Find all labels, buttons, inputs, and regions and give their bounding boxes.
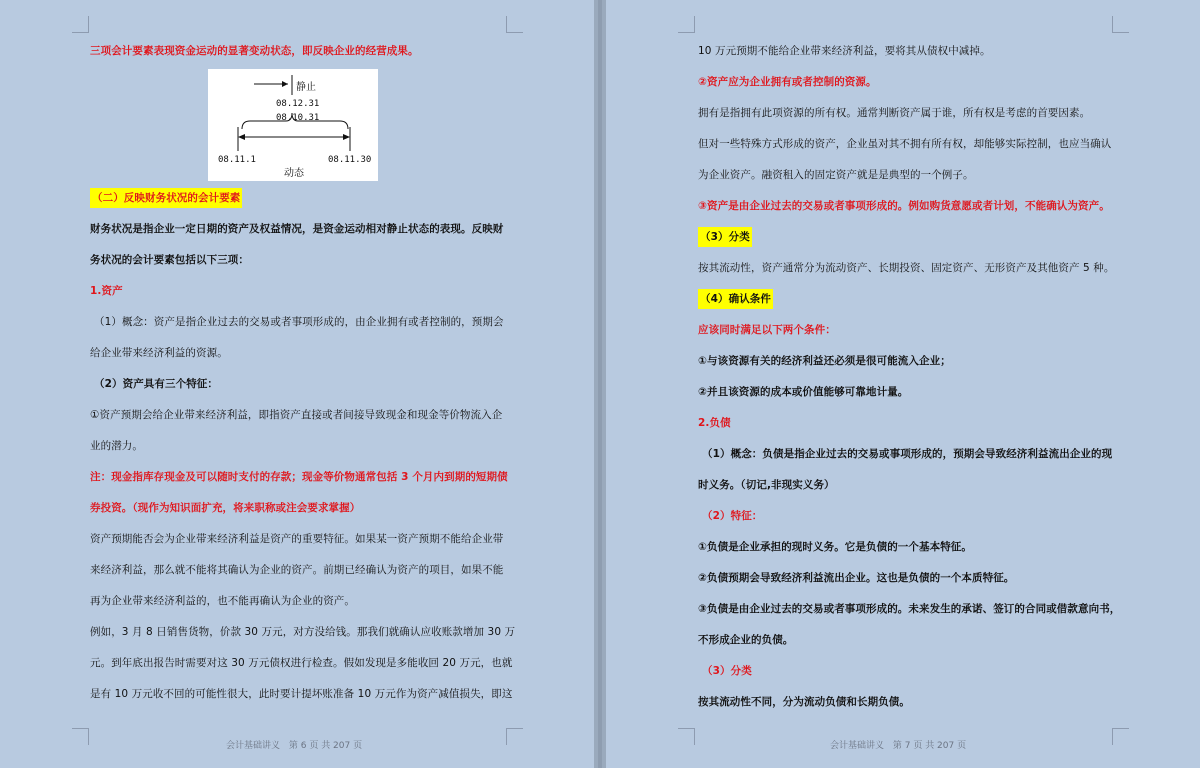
date-label: 08.11.30 [328, 155, 372, 165]
text-line: 再为企业带来经济利益的，也不能再确认为企业的资产。 [90, 595, 355, 607]
text-line: 应该同时满足以下两个条件： [698, 324, 836, 336]
text-line: 但对一些特殊方式形成的资产，企业虽对其不拥有所有权，却能够实际控制，也应当确认 [698, 138, 1112, 150]
date-label: 08.11.1 [218, 155, 256, 165]
text-line: 10 万元预期不能给企业带来经济利益，要将其从债权中减掉。 [698, 45, 991, 57]
section-heading: 1.资产 [90, 285, 123, 297]
footer-title: 会计基础讲义 [226, 741, 281, 751]
page-6 [0, 0, 594, 768]
text-line: （2）资产具有三个特征： [94, 378, 219, 390]
section-heading: 2.负债 [698, 417, 731, 429]
text-line: 元。到年底出报告时需要对这 30 万元债权进行检查。假如发现是多能收回 20 万元，也就 [90, 657, 513, 669]
dynamic-label: 动态 [284, 168, 304, 179]
text-line: （1）概念：资产是指企业过去的交易或者事项形成的，由企业拥有或者控制的，预期会 [94, 316, 504, 328]
crop-mark [1112, 16, 1129, 33]
text-line: 业的潜力。 [90, 440, 143, 452]
text-line: ③资产是由企业过去的交易或者事项形成的。例如购货意愿或者计划，不能确认为资产。 [698, 200, 1110, 212]
text-line: ①负债是企业承担的现时义务。它是负债的一个基本特征。 [698, 541, 972, 553]
section-heading: （3）分类 [698, 227, 752, 247]
text-line: ②并且该资源的成本或价值能够可靠地计量。 [698, 386, 909, 398]
text-line: 时义务。（切记,非现实义务） [698, 479, 835, 491]
text-line: 财务状况是指企业一定日期的资产及权益情况，是资金运动相对静止状态的表现。反映财 [90, 223, 504, 235]
section-heading: （3）分类 [702, 665, 752, 677]
page-footer [226, 738, 368, 751]
section-heading: （2）特征： [702, 510, 763, 522]
date-label: 08.12.31 [276, 99, 320, 109]
text-line: 例如，3 月 8 日销售货物，价款 30 万元，对方没给钱。那我们就确认应收账款增加 30 万 [90, 626, 516, 638]
crop-mark [506, 16, 523, 33]
text-line: 是有 10 万元收不回的可能性很大，此时要计提坏账准备 10 万元作为资产减值损失，即这 [90, 688, 513, 700]
crop-mark [678, 728, 695, 745]
date-label: 08.10.31 [276, 113, 320, 123]
section-heading: （4）确认条件 [698, 289, 773, 309]
note-line: 注：现金指库存现金及可以随时支付的存款；现金等价物通常包括 3 个月内到期的短期债 [90, 471, 508, 483]
crop-mark [72, 728, 89, 745]
footer-title: 会计基础讲义 [830, 741, 885, 751]
page-body [698, 36, 1121, 718]
text-line: ①与该资源有关的经济利益还必须是很可能流入企业； [698, 355, 951, 367]
page-7 [606, 0, 1200, 768]
text-line: ①资产预期会给企业带来经济利益，即指资产直接或者间接导致现金和现金等价物流入企 [90, 409, 503, 421]
text-line: 为企业资产。融资租入的固定资产就是是典型的一个例子。 [698, 169, 974, 181]
crop-mark [678, 16, 695, 33]
text-line: 务状况的会计要素包括以下三项： [90, 254, 249, 266]
text-line: ③负债是由企业过去的交易或者事项形成的。未来发生的承诺、签订的合同或借款意向书， [698, 603, 1121, 615]
crop-mark [72, 16, 89, 33]
text-line: 拥有是指拥有此项资源的所有权。通常判断资产属于谁，所有权是考虑的首要因素。 [698, 107, 1091, 119]
still-label: 静止 [296, 82, 316, 93]
footer-page-number: 第 6 页 共 207 页 [288, 741, 363, 751]
text-line: 资产预期能否会为企业带来经济利益是资产的重要特征。如果某一资产预期不能给企业带 [90, 533, 504, 545]
text-line: （1）概念：负债是指企业过去的交易或事项形成的，预期会导致经济利益流出企业的现 [702, 448, 1113, 460]
page-body [90, 36, 516, 710]
text-line: ②资产应为企业拥有或者控制的资源。 [698, 76, 877, 88]
text-line: 按其流动性，资产通常分为流动资产、长期投资、固定资产、无形资产及其他资产 5 种。 [698, 262, 1115, 274]
text-line: 不形成企业的负债。 [698, 634, 794, 646]
timeline-figure [208, 69, 378, 181]
footer-page-number: 第 7 页 共 207 页 [892, 741, 967, 751]
crop-mark [506, 728, 523, 745]
note-line: 券投资。（现作为知识面扩充，将来职称或注会要求掌握） [90, 502, 361, 514]
text-line: 按其流动性不同，分为流动负债和长期负债。 [698, 696, 910, 708]
crop-mark [1112, 728, 1129, 745]
page-footer [830, 738, 972, 751]
text-line: ②负债预期会导致经济利益流出企业。这也是负债的一个本质特征。 [698, 572, 1015, 584]
section-heading: （二）反映财务状况的会计要素 [90, 188, 242, 208]
text-line: 给企业带来经济利益的资源。 [90, 347, 228, 359]
text-line: 三项会计要素表现资金运动的显著变动状态，即反映企业的经营成果。 [90, 45, 419, 57]
text-line: 来经济利益，那么就不能将其确认为企业的资产。前期已经确认为资产的项目，如果不能 [90, 564, 504, 576]
page-gutter [594, 0, 606, 768]
